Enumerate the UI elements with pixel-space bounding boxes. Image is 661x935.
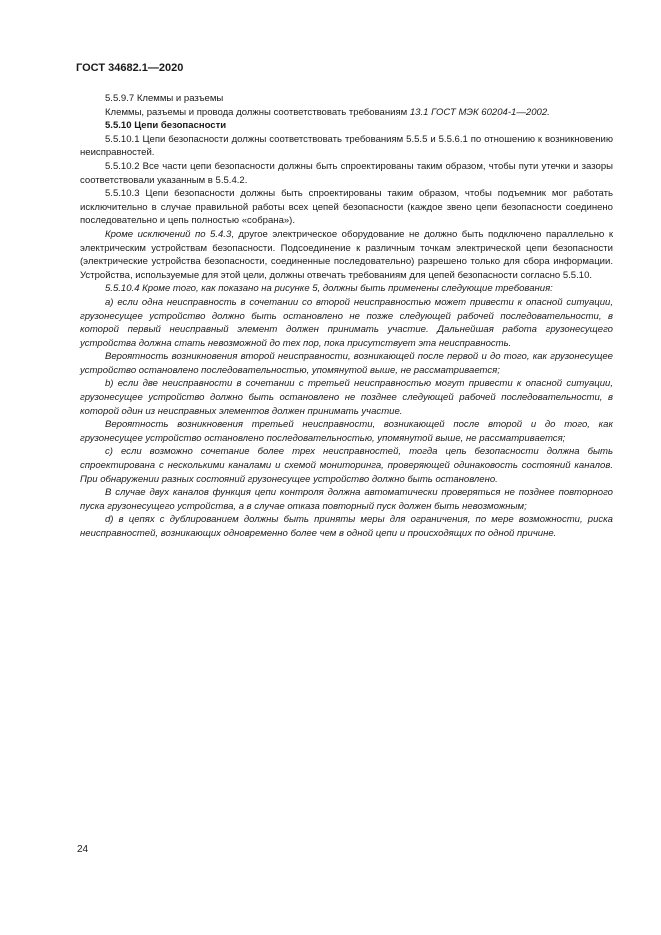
list-item-b: b) если две неисправности в сочетании с третьей неисправностью могут привести к опасной ситуации, грузонесущее устройство должно быть остановлено не позднее следующей рабочей последовательности, в которой один из неисправных элементов должен принимать участие. — [80, 378, 613, 417]
paragraph-terminals — [80, 106, 613, 120]
standard-reference: 13.1 ГОСТ МЭК 60204-1—2002. — [409, 106, 550, 118]
list-item-d: d) в цепях с дублированием должны быть приняты меры для ограничения, по мере возможности, риска неисправностей, возникающих одновременно более чем в одной цепи и происходящих по одной причине. — [80, 514, 613, 539]
paragraph-5-5-9-7-title: 5.5.9.7 Клеммы и разъемы — [105, 93, 224, 104]
list-item-c-note: В случае двух каналов функция цепи контроля должна автоматически проверяться не позднее повторного пуска грузонесущего устройства, а в случае отказа повторный пуск должен быть невозможным; — [80, 487, 613, 512]
exceptions-lead: Кроме исключений по 5.4.3 — [105, 228, 232, 240]
page-body — [80, 92, 613, 541]
page-number: 24 — [77, 844, 89, 855]
list-item-a: a) если одна неисправность в сочетании со второй неисправностью может привести к опасной ситуации, грузонесущее устройство должно быть остановлено не позже следующей рабочей последовательности, в которой первый неисправный элемент должен принимать участие. Дальнейшая работа грузонесущего устройства должна стать невозможной до тех пор, пока присутствует эта неисправность. — [80, 296, 613, 349]
list-item-b-note: Вероятность возникновения третьей неисправности, возникающей после второй и до того, как грузонесущее устройство остановлено последовательностью, упомянутой выше, не рассматривается; — [80, 419, 613, 444]
paragraph-exceptions — [80, 228, 613, 282]
paragraph-5-5-10-4: 5.5.10.4 Кроме того, как показано на рисунке 5, должны быть применены следующие требования: — [105, 283, 553, 295]
paragraph-5-5-10-3: 5.5.10.3 Цепи безопасности должны быть спроектированы таким образом, чтобы подъемник мог работать исключительно в случае правильной работы всех цепей безопасности (каждое звено цепи безопасности соединено последовательно и цепь полностью «собрана»). — [80, 188, 613, 227]
list-item-c: c) если возможно сочетание более трех неисправностей, тогда цепь безопасности должна быть спроектирована с несколькими каналами и схемой мониторинга, проверяющей одинаковость состояний каналов. При обнаружении разных состояний грузонесущее устройство должно быть остановлено. — [80, 446, 613, 485]
paragraph-terminals-text: Клеммы, разъемы и провода должны соответствовать требованиям — [105, 106, 410, 118]
list-item-a-note: Вероятность возникновения второй неисправности, возникающей после первой и до того, как грузонесущее устройство остановлено последовательностью, упомянутой выше, не рассматривается; — [80, 351, 613, 376]
document-header: ГОСТ 34682.1—2020 — [76, 62, 184, 74]
section-title-safety-circuits: 5.5.10 Цепи безопасности — [105, 120, 227, 132]
paragraph-5-5-10-2: 5.5.10.2 Все части цепи безопасности должны быть спроектированы таким образом, чтобы пути утечки и зазоры соответствовали указанным в 5.5.4.2. — [80, 160, 613, 186]
exceptions-text: , другое электрическое оборудование не должно быть подключено параллельно к электрическим устройствам безопасности. Подсоединение к различным точкам электрической цепи безопасности (электрические устройства безопасности, соединенные последовательно) разрешено только для сбора информации. Устройства, используемые для этой цели, должны отвечать требованиям для цепей безопасности согласно 5.5.10. — [80, 228, 614, 281]
paragraph-5-5-10-1: 5.5.10.1 Цепи безопасности должны соответствовать требованиям 5.5.5 и 5.5.6.1 по отношению к возникновению неисправностей. — [80, 133, 613, 159]
